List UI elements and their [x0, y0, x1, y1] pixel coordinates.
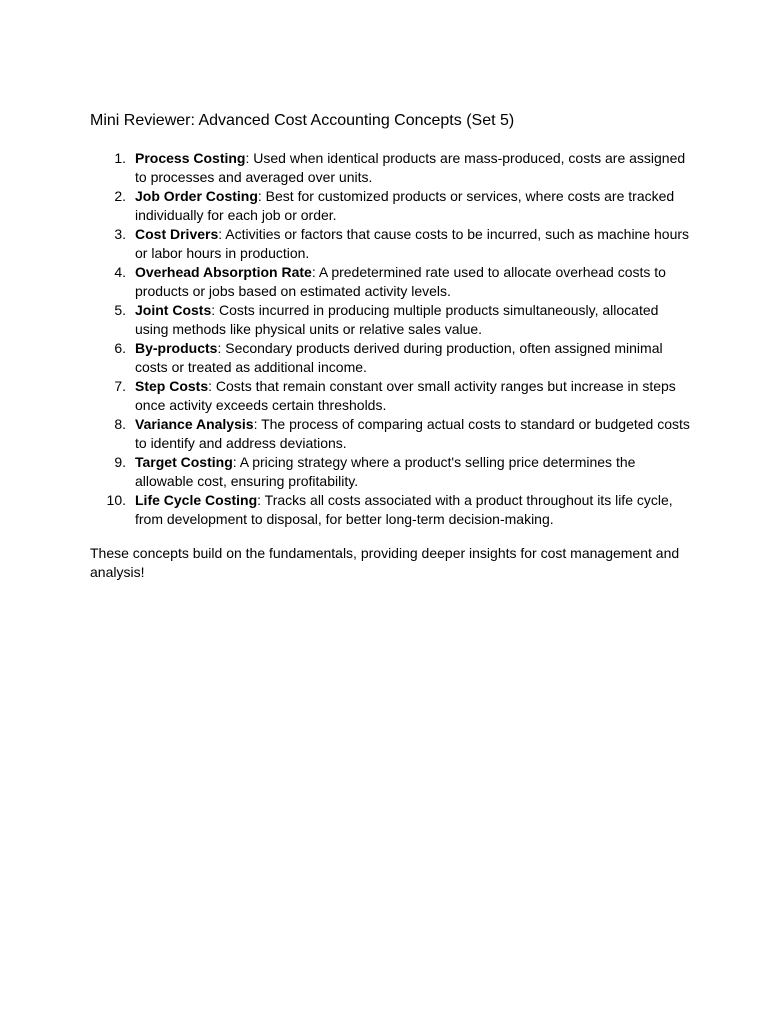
- concept-item-overhead-absorption-rate: [90, 263, 690, 301]
- concept-term: Variance Analysis: [135, 416, 254, 432]
- concept-item-process-costing: [90, 149, 690, 187]
- concept-term: Overhead Absorption Rate: [135, 264, 312, 280]
- concept-description: : Activities or factors that cause costs to be incurred, such as machine hours or labor hours in production.: [135, 226, 690, 261]
- concept-term: Joint Costs: [135, 302, 212, 318]
- concept-description: : A predetermined rate used to allocate overhead costs to products or jobs based on estimated activity levels.: [135, 264, 666, 299]
- concept-item-step-costs: [90, 377, 690, 415]
- concept-number: 10.: [106, 492, 126, 508]
- concept-list: [90, 149, 690, 529]
- summary-paragraph: These concepts build on the fundamentals, providing deeper insights for cost management and analysis!: [90, 545, 680, 580]
- document-title: Mini Reviewer: Advanced Cost Accounting Concepts (Set 5): [90, 112, 515, 129]
- concept-term: Job Order Costing: [135, 188, 258, 204]
- concept-term: Life Cycle Costing: [135, 492, 258, 508]
- concept-number: 2.: [114, 188, 126, 204]
- concept-number: 5.: [114, 302, 126, 318]
- concept-description: : Costs that remain constant over small activity ranges but increase in steps once activity exceeds certain thresholds.: [135, 378, 676, 413]
- concept-item-life-cycle-costing: [90, 491, 690, 529]
- concept-item-by-products: [90, 339, 690, 377]
- concept-term: Cost Drivers: [135, 226, 219, 242]
- concept-description: : Secondary products derived during production, often assigned minimal costs or treated as additional income.: [135, 340, 663, 375]
- concept-number: 1.: [114, 150, 126, 166]
- concept-description: : Used when identical products are mass-produced, costs are assigned to processes and averaged over units.: [135, 150, 686, 185]
- concept-description: : Best for customized products or services, where costs are tracked individually for each job or order.: [135, 188, 675, 223]
- concept-item-job-order-costing: [90, 187, 690, 225]
- concept-number: 3.: [114, 226, 126, 242]
- concept-item-cost-drivers: [90, 225, 690, 263]
- concept-description: : Costs incurred in producing multiple products simultaneously, allocated using methods like physical units or relative sales value.: [135, 302, 659, 337]
- concept-number: 7.: [114, 378, 126, 394]
- concept-description: : A pricing strategy where a product's selling price determines the allowable cost, ensuring profitability.: [135, 454, 636, 489]
- concept-number: 9.: [114, 454, 126, 470]
- concept-number: 4.: [114, 264, 126, 280]
- concept-item-variance-analysis: [90, 415, 690, 453]
- concept-description: : The process of comparing actual costs to standard or budgeted costs to identify and address deviations.: [135, 416, 690, 451]
- concept-number: 8.: [114, 416, 126, 432]
- document-content: [90, 110, 690, 582]
- concept-term: By-products: [135, 340, 218, 356]
- concept-description: : Tracks all costs associated with a product throughout its life cycle, from development to disposal, for better long-term decision-making.: [135, 492, 673, 527]
- concept-number: 6.: [114, 340, 126, 356]
- concept-term: Step Costs: [135, 378, 209, 394]
- concept-item-target-costing: [90, 453, 690, 491]
- concept-item-joint-costs: [90, 301, 690, 339]
- concept-term: Process Costing: [135, 150, 246, 166]
- concept-term: Target Costing: [135, 454, 233, 470]
